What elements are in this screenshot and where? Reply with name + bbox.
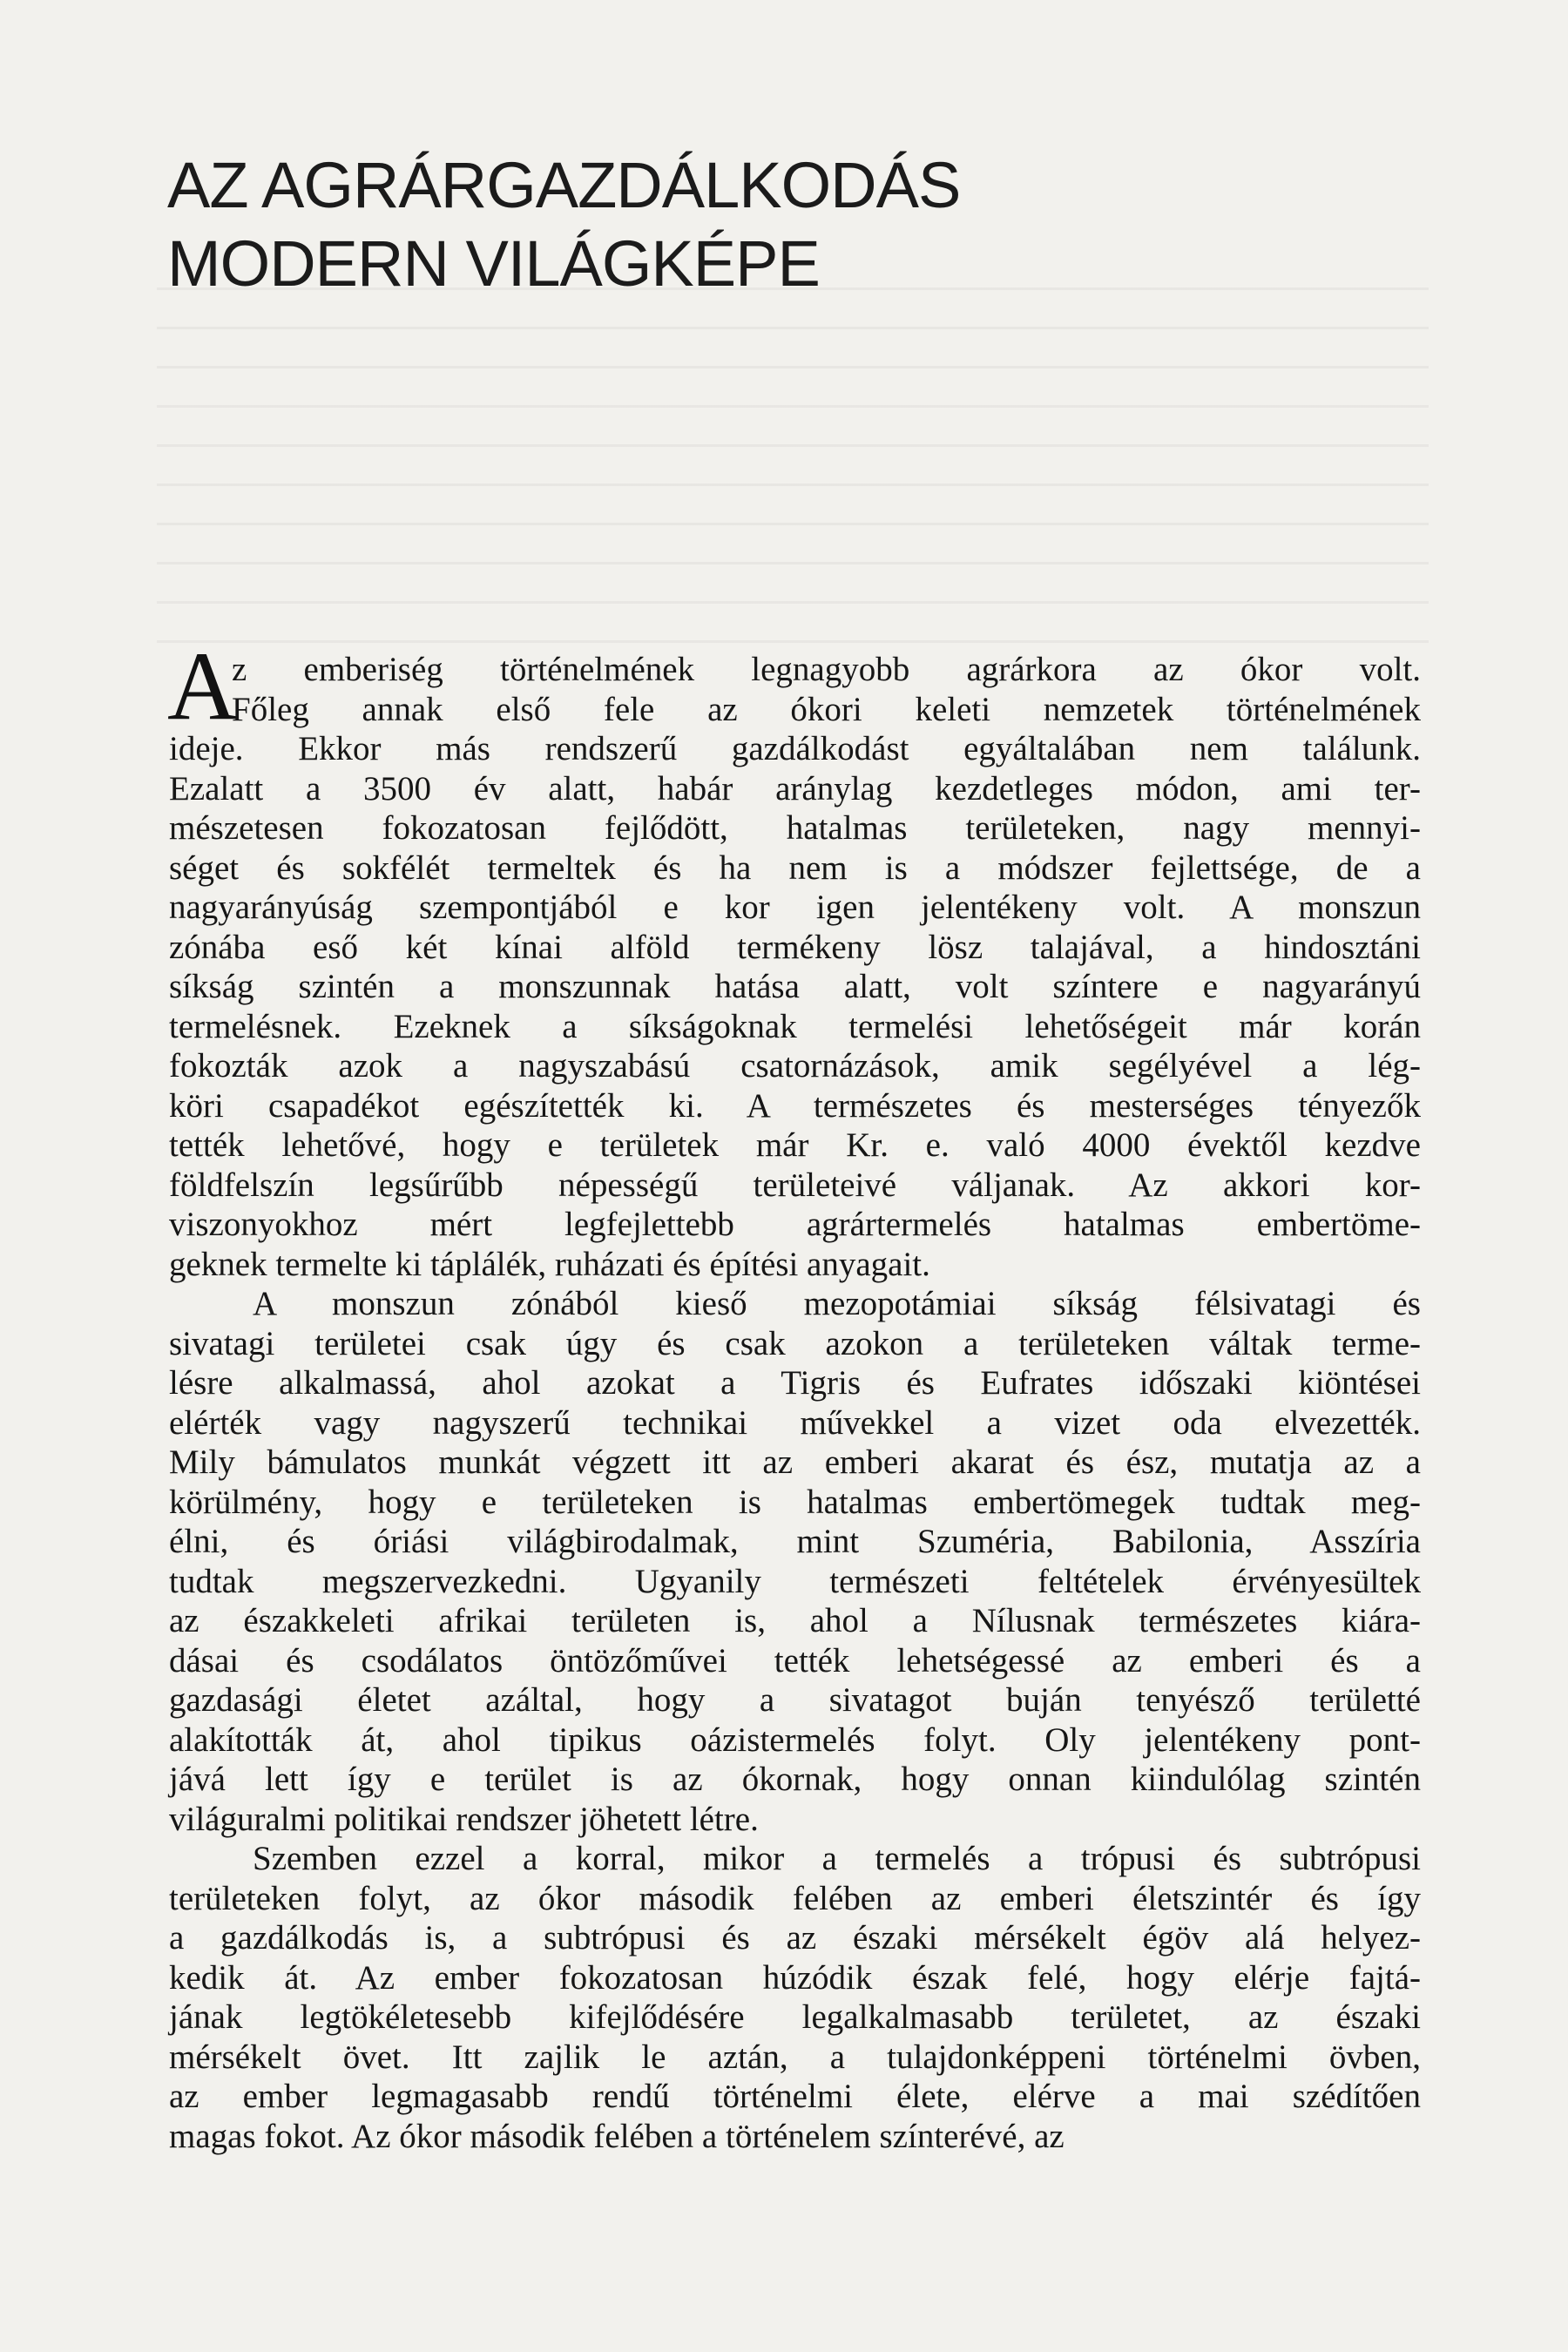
text-line: kedik át. Az ember fokozatosan húzódik észak felé, hogy elérje fajtá- — [169, 1958, 1421, 1997]
text-line: gazdasági életet azáltal, hogy a sivatagot buján tenyésző területté — [169, 1681, 1421, 1719]
text-line: z emberiség történelmének legnagyobb agrárkora az ókor volt. — [232, 651, 1421, 688]
text-line: a gazdálkodás is, a subtrópusi és az északi mérsékelt égöv alá helyez- — [169, 1919, 1421, 1957]
text-line: körülmény, hogy e területeken is hatalmas embertömegek tudtak meg- — [169, 1483, 1421, 1521]
text-line: ideje. Ekkor más rendszerű gazdálkodást egyáltalában nem találunk. — [169, 730, 1421, 767]
text-line: lésre alkalmassá, ahol azokat a Tigris és Eufrates időszaki kiöntései — [169, 1364, 1421, 1402]
text-line: nagyarányúság szempontjából e kor igen jelentékeny volt. A monszun — [169, 889, 1421, 926]
text-line: jának legtökéletesebb kifejlődésére legalkalmasabb területet, az északi — [169, 1998, 1421, 2036]
text-line: élni, és óriási világbirodalmak, mint Szuméria, Babilonia, Asszíria — [169, 1523, 1421, 1560]
text-line: jává lett így e terület is az ókornak, hogy onnan kiindulólag szintén — [169, 1761, 1421, 1798]
chapter-title — [167, 146, 960, 303]
text-line: magas fokot. Az ókor második felében a történelem színterévé, az — [169, 2117, 1064, 2155]
text-line: fokozták azok a nagyszabású csatornázások, amik segélyével a lég- — [169, 1047, 1421, 1085]
text-line: mészetesen fokozatosan fejlődött, hatalmas területeken, nagy mennyi- — [169, 809, 1421, 847]
show-through-texture — [157, 261, 1429, 679]
text-line: alakították át, ahol tipikus oázistermelés folyt. Oly jelentékeny pont- — [169, 1720, 1421, 1759]
drop-cap: A — [167, 632, 238, 740]
text-line: Ezalatt a 3500 év alatt, habár aránylag kezdetleges módon, ami ter- — [169, 769, 1421, 808]
text-line: tették lehetővé, hogy e területek már Kr. e. való 4000 évektől kezdve — [169, 1126, 1421, 1164]
text-line: köri csapadékot egészítették ki. A természetes és mesterséges tényezők — [169, 1086, 1421, 1125]
text-line: az északkeleti afrikai területen is, ahol a Nílusnak természetes kiára- — [169, 1602, 1421, 1639]
text-line: mérsékelt övet. Itt zajlik le aztán, a tulajdonképpeni történelmi övben, — [169, 2038, 1421, 2076]
text-line: séget és sokfélét termeltek és ha nem is a módszer fejlettsége, de a — [169, 848, 1421, 887]
text-line: dásai és csodálatos öntözőművei tették lehetségessé az emberi és a — [169, 1641, 1421, 1680]
text-line: területeken folyt, az ókor második felében az emberi életszintér és így — [169, 1879, 1421, 1917]
text-line: földfelszín legsűrűbb népességű területeivé váljanak. Az akkori kor- — [169, 1166, 1421, 1204]
text-line: Mily bámulatos munkát végzett itt az emberi akarat és ész, mutatja az a — [169, 1443, 1421, 1481]
text-line: A monszun zónából kieső mezopotámiai síkság félsivatagi és — [253, 1285, 1421, 1322]
text-line: Főleg annak első fele az ókori keleti nemzetek történelmének — [232, 690, 1421, 728]
body-text — [169, 650, 1421, 2156]
text-line: sivatagi területei csak úgy és csak azokon a területeken váltak terme- — [169, 1324, 1421, 1362]
text-line: világuralmi politikai rendszer jöhetett létre. — [169, 1800, 759, 1838]
text-line: síkság szintén a monszunnak hatása alatt, volt színtere e nagyarányú — [169, 968, 1421, 1005]
text-line: geknek termelte ki táplálék, ruházati és építési anyagait. — [169, 1245, 930, 1283]
text-line: elérték vagy nagyszerű technikai művekkel a vizet oda elvezették. — [169, 1403, 1421, 1442]
text-line: zónába eső két kínai alföld termékeny lösz talajával, a hindosztáni — [169, 928, 1421, 966]
text-line: tudtak megszervezkedni. Ugyanily természeti feltételek érvényesültek — [169, 1562, 1421, 1600]
text-line: az ember legmagasabb rendű történelmi élete, elérve a mai szédítően — [169, 2078, 1421, 2115]
text-line: viszonyokhoz mért legfejlettebb agrártermelés hatalmas embertöme- — [169, 1206, 1421, 1243]
chapter-title-line-1: AZ AGRÁRGAZDÁLKODÁS — [167, 149, 961, 221]
text-line: Szemben ezzel a korral, mikor a termelés a trópusi és subtrópusi — [253, 1840, 1421, 1877]
chapter-title-line-2: MODERN VILÁGKÉPE — [167, 227, 820, 300]
text-line: termelésnek. Ezeknek a síkságoknak termelési lehetőségeit már korán — [169, 1007, 1421, 1045]
